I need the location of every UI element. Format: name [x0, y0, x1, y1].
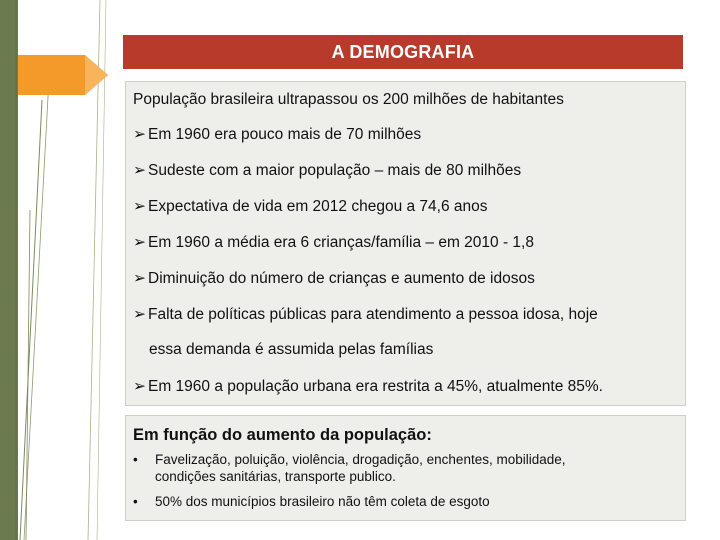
arrow-bullet-icon: ➢ [133, 270, 146, 287]
arrow-bullet-icon: ➢ [133, 306, 146, 323]
bullet-item: ➢ Sudeste com a maior população – mais de 80 milhões [133, 162, 522, 179]
arrow-bullet-icon: ➢ [133, 378, 146, 395]
arrow-bullet-icon: ➢ [133, 198, 146, 215]
arrow-bullet-icon: ➢ [133, 162, 146, 179]
arrow-bullet-icon: ➢ [133, 234, 146, 251]
secondary-heading: Em função do aumento da população: [133, 426, 432, 444]
dot-bullet-icon: • [133, 494, 138, 509]
bullet-item: ➢ Diminuição do número de crianças e aumento de idosos [133, 270, 535, 287]
headline-text: População brasileira ultrapassou os 200 milhões de habitantes [133, 91, 564, 108]
secondary-content-box: Em função do aumento da população: • Favelização, poluição, violência, drogadição, enchentes, mobilidade, condições sanitárias, transporte publico. • 50% dos municípios brasileiro não têm coleta de esgoto [125, 415, 686, 521]
bullet-item: ➢ Em 1960 a média era 6 crianças/família – em 2010 - 1,8 [133, 234, 534, 251]
decorative-lines [0, 0, 110, 540]
slide-title: A DEMOGRAFIA [123, 35, 683, 69]
bullet-continuation: essa demanda é assumida pelas famílias [149, 341, 434, 358]
bullet-item: ➢ Falta de políticas públicas para atendimento a pessoa idosa, hoje [133, 306, 598, 323]
arrow-bullet-icon: ➢ [133, 126, 146, 143]
bullet-item: ➢ Em 1960 era pouco mais de 70 milhões [133, 126, 422, 143]
bullet-item: ➢ Em 1960 a população urbana era restrita a 45%, atualmente 85%. [133, 378, 603, 395]
main-content-box [125, 81, 686, 406]
dot-bullet-icon: • [133, 452, 138, 467]
bullet-item: ➢ Expectativa de vida em 2012 chegou a 74,6 anos [133, 198, 488, 215]
